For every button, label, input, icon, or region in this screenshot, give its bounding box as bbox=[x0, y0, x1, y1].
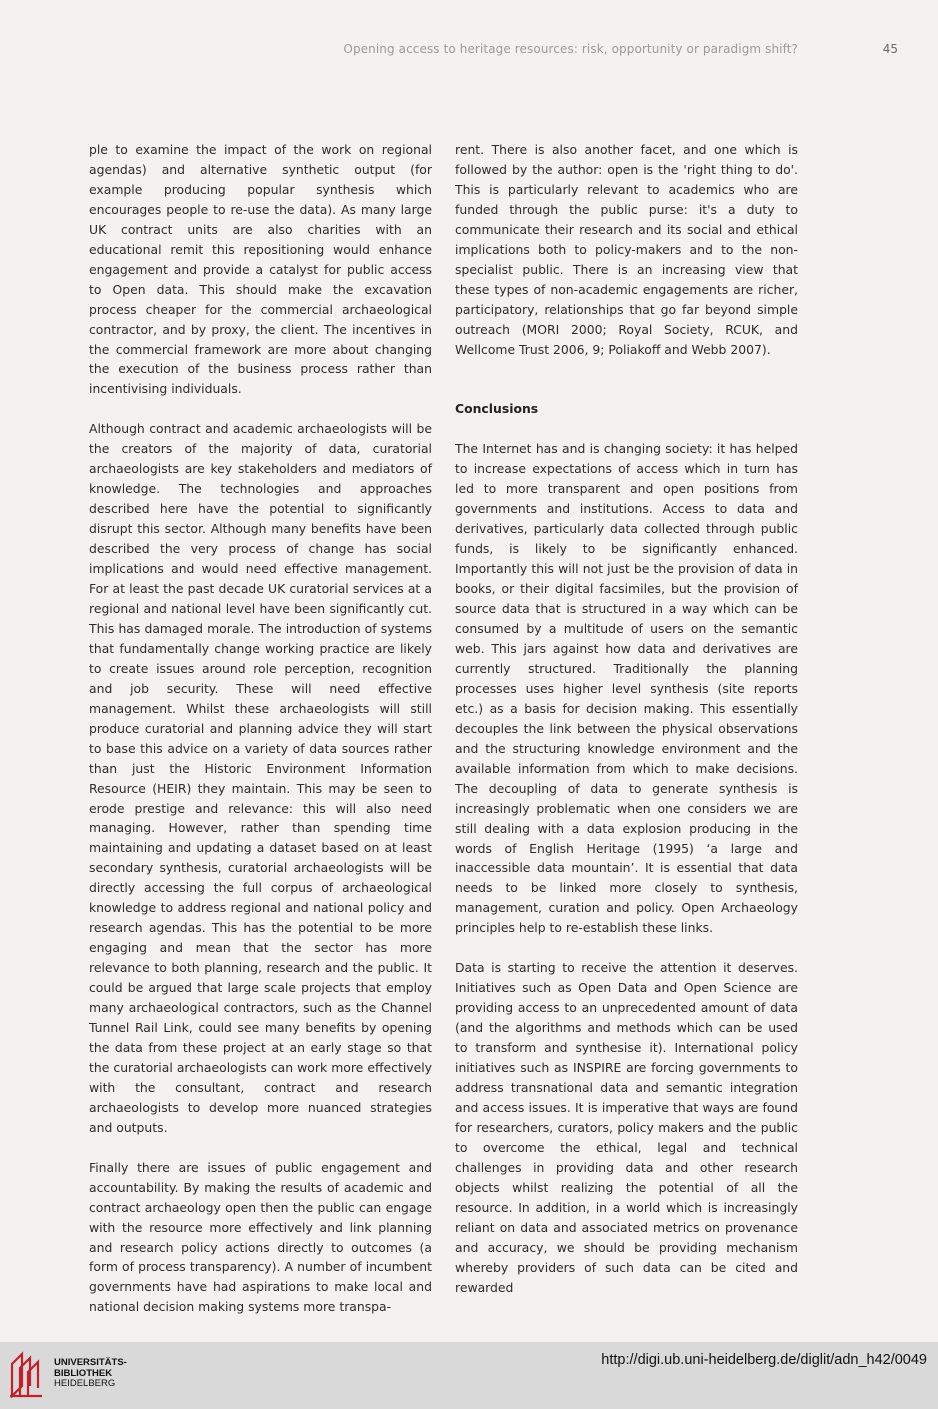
body-paragraph: ple to examine the impact of the work on regional agendas) and alternative synthetic output (for example producing popular synthesis which encourages people to re-use the data). As many large UK contract units are also charities with an educational remit this repositioning would enhance engagement and provide a catalyst for public access to Open data. This should make the excavation process cheaper for the commercial archaeological contractor, and by proxy, the client. The incentives in the commercial framework are more about changing the execution of the business process rather than incentivising individuals. bbox=[89, 142, 432, 397]
body-paragraph: Although contract and academic archaeologists will be the creators of the majority of data, curatorial archaeologists are key stakeholders and mediators of knowledge. The technologies and approaches described here have the potential to significantly disrupt this sector. Although many benefits have been described the very process of change has social implications and would need effective management. For at least the past decade UK curatorial services at a regional and national level have been significantly cut. This has damaged morale. The introduction of systems that fundamentally change working practice are likely to create issues around role perception, recognition and job security. These will need effective management. Whilst these archaeologists will still produce curatorial and planning advice they will start to base this advice on a variety of data sources rather than just the Historic Environment Information Resource (HEIR) they maintain. This may be seen to erode prestige and relevance: this will also need managing. However, rather than spending time maintaining and updating a dataset based on at least secondary synthesis, curatorial archaeologists will be directly accessing the full corpus of archaeological knowledge to address regional and national policy and research agendas. This has the potential to be more engaging and mean that the sector has more relevance to both planning, research and the public. It could be argued that large scale projects that employ many archaeological contractors, such as the Channel Tunnel Rail Link, could see many benefits by opening the data from these project at an early stage so that the curatorial archaeologists can work more effectively with the consultant, contract and research archaeologists to develop more nuanced strategies and outputs. bbox=[89, 421, 432, 1135]
left-column bbox=[89, 140, 432, 1337]
body-paragraph: rent. There is also another facet, and one which is followed by the author: open is the 'right thing to do'. This is particularly relevant to academics who are funded through the public purse: it's a duty to communicate their research and its social and ethical implications both to policy-makers and to the non-specialist public. There is an increasing view that these types of non-academic engagements are richer, participatory, relationships that go far beyond simple outreach (MORI 2000; Royal Society, RCUK, and Wellcome Trust 2006, 9; Poliakoff and Webb 2007). bbox=[455, 142, 798, 357]
body-paragraph: Finally there are issues of public engagement and accountability. By making the results of academic and contract archaeology open then the public can engage with the resource more effectively and link planning and research policy actions directly to outcomes (a form of process transparency). A number of incumbent governments have had aspirations to make local and national decision making systems more transpa- bbox=[89, 1159, 432, 1315]
footer-bar bbox=[0, 1342, 938, 1409]
running-header: Opening access to heritage resources: risk, opportunity or paradigm shift? bbox=[343, 42, 798, 56]
section-heading: Conclusions bbox=[455, 401, 539, 417]
library-logo-text: UNIVERSITÄTS- BIBLIOTHEK HEIDELBERG bbox=[54, 1357, 127, 1389]
source-url[interactable]: http://digi.ub.uni-heidelberg.de/diglit/adn_h42/0049 bbox=[601, 1352, 927, 1368]
right-column bbox=[455, 140, 798, 1317]
library-logo-icon bbox=[8, 1350, 48, 1400]
body-paragraph: Data is starting to receive the attention it deserves. Initiatives such as Open Data and Open Science are providing access to an unprecedented amount of data (and the algorithms and methods which can be used to transform and synthesise it). International policy initiatives such as INSPIRE are forcing governments to address transnational data and semantic integration and access issues. It is imperative that ways are found for researchers, curators, policy makers and the public to overcome the ethical, legal and technical challenges in providing data and other research objects whilst realizing the potential of all the resource. In addition, in a world which is increasingly reliant on data and associated metrics on provenance and accuracy, we should be providing mechanism whereby providers of such data can be cited and rewarded bbox=[455, 960, 798, 1295]
body-paragraph: The Internet has and is changing society: it has helped to increase expectations of access which in turn has led to more transparent and open positions from governments and institutions. Access to data and derivatives, particularly data collected through public funds, is likely to be significantly enhanced. Importantly this will not just be the provision of data in books, or their digital facsimiles, but the provision of source data that is structured in a way which can be consumed by a multitude of users on the semantic web. This jars against how data and derivatives are currently structured. Traditionally the planning processes uses higher level synthesis (site reports etc.) as a basis for decision making. This essentially decouples the link between the physical observations and the structuring knowledge environment and the available information from which to make decisions. The decoupling of data to generate synthesis is increasingly problematic when one considers we are still dealing with a data explosion producing in the words of English Heritage (1995) ‘a large and inaccessible data mountain’. It is essential that data needs to be linked more closely to synthesis, management, curation and policy. Open Archaeology principles help to re-establish these links. bbox=[455, 441, 798, 936]
page-number: 45 bbox=[882, 42, 898, 56]
